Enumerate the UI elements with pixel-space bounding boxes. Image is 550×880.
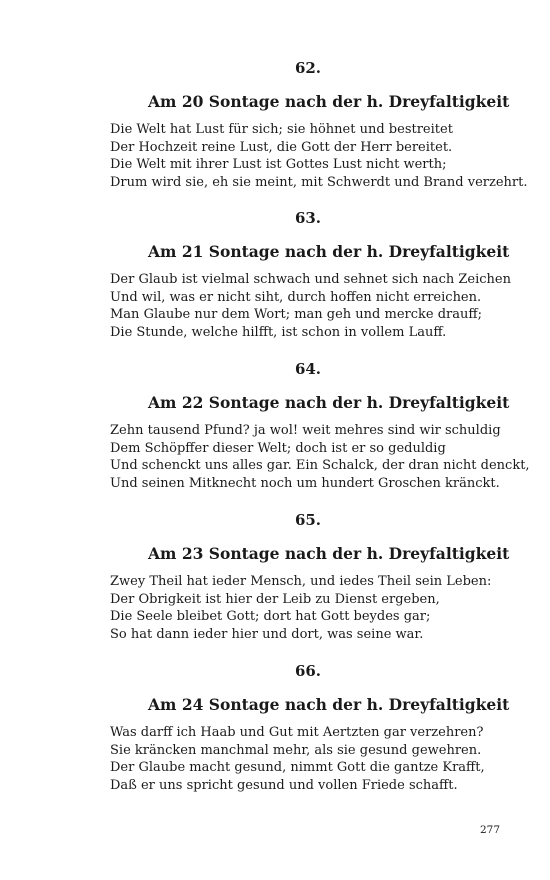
verse-line: Dem Schöpffer dieser Welt; doch ist er so geduldig (110, 440, 446, 456)
verse-line: Drum wird sie, eh sie meint, mit Schwerdt und Brand verzehrt. (110, 174, 528, 190)
verse-line: Was darff ich Haab und Gut mit Aertzten gar verzehren? (110, 725, 484, 740)
epigram-title: Am 21 Sontage nach der h. Dreyfaltigkeit (148, 242, 510, 261)
epigram-title: Am 24 Sontage nach der h. Dreyfaltigkeit (148, 695, 510, 714)
epigram-verse (110, 271, 511, 341)
verse-line: Der Glaub ist vielmal schwach und sehnet sich nach Zeichen (110, 272, 511, 287)
epigram-number: 62. (294, 59, 322, 77)
epigram-title: Am 23 Sontage nach der h. Dreyfaltigkeit (148, 544, 510, 563)
epigram-verse (110, 422, 530, 492)
verse-line: Der Glaube macht gesund, nimmt Gott die gantze Krafft, (110, 760, 485, 775)
page-number: 277 (479, 824, 500, 836)
epigram-title: Am 20 Sontage nach der h. Dreyfaltigkeit (148, 92, 510, 111)
epigram-title: Am 22 Sontage nach der h. Dreyfaltigkeit (148, 393, 510, 412)
verse-line: Und seinen Mitknecht noch um hundert Groschen kränckt. (110, 475, 500, 491)
epigram-verse (110, 573, 491, 643)
verse-line: Und schenckt uns alles gar. Ein Schalck, der dran nicht denckt, (110, 458, 530, 473)
verse-line: Die Welt hat Lust für sich; sie höhnet und bestreitet (110, 122, 453, 137)
epigram-verse (110, 724, 485, 794)
verse-line: Die Seele bleibet Gott; dort hat Gott beydes gar; (110, 609, 431, 624)
verse-line: Die Stunde, welche hilfft, ist schon in vollem Lauff. (110, 324, 447, 340)
verse-line: Zehn tausend Pfund? ja wol! weit mehres sind wir schuldig (110, 423, 501, 438)
verse-line: Sie kräncken manchmal mehr, als sie gesund gewehren. (110, 742, 482, 758)
epigram-verse (110, 121, 528, 191)
epigram-number: 66. (294, 662, 322, 680)
epigram-number: 64. (294, 360, 322, 378)
verse-line: Der Obrigkeit ist hier der Leib zu Dienst ergeben, (110, 591, 440, 607)
verse-line: Und wil, was er nicht siht, durch hoffen nicht erreichen. (110, 289, 482, 305)
verse-line: So hat dann ieder hier und dort, was seine war. (110, 626, 424, 642)
verse-line: Daß er uns spricht gesund und vollen Friede schafft. (110, 777, 458, 793)
epigram-number: 63. (294, 209, 322, 227)
verse-line: Der Hochzeit reine Lust, die Gott der Herr bereitet. (110, 139, 453, 155)
verse-line: Zwey Theil hat ieder Mensch, und iedes Theil sein Leben: (110, 574, 492, 589)
verse-line: Man Glaube nur dem Wort; man geh und mercke drauff; (110, 307, 482, 322)
verse-line: Die Welt mit ihrer Lust ist Gottes Lust nicht werth; (110, 157, 447, 172)
epigram-number: 65. (294, 511, 322, 529)
